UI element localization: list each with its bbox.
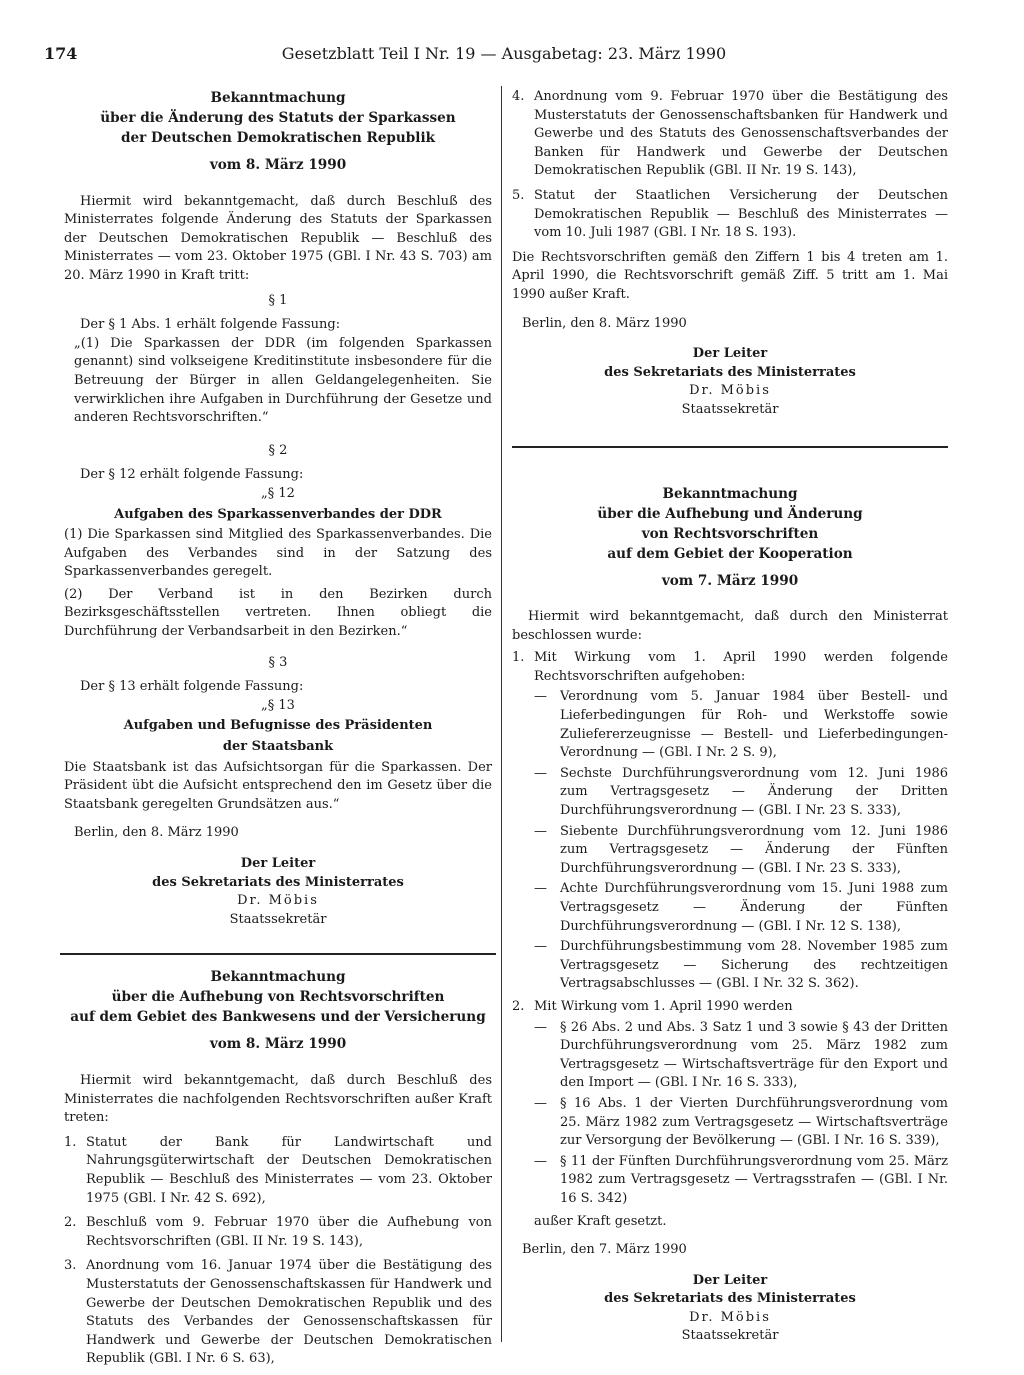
dash-list-item — [534, 1019, 948, 1093]
notice-intro: Hiermit wird bekanntgemacht, daß durch Beschluß des Ministerrates folgende Änderung des Statuts der Sparkassen der Deutschen Demokratischen Republik — Beschluß des Ministerrates — vom 23. Oktober 1975 (GBl. I Nr. 43 S. 703) am 20. März 1990 in Kraft tritt: — [64, 193, 492, 283]
notice-sparkassen — [64, 88, 492, 929]
list-item — [512, 649, 948, 686]
notice-date: vom 7. März 1990 — [661, 572, 799, 589]
dash-list-item — [534, 1095, 948, 1151]
quoted-paragraph-number: „§ 12 — [261, 485, 295, 501]
dash-bullet: — — [534, 823, 547, 839]
dash-bullet: — — [534, 1095, 547, 1111]
place-date: Berlin, den 8. März 1990 — [522, 315, 687, 331]
list-item-text: Mit Wirkung vom 1. April 1990 werden folgende Rechtsvorschriften aufgehoben: — [534, 650, 948, 684]
notice-title-line: Bekanntmachung — [210, 90, 346, 106]
list-item-number: 2. — [64, 1215, 77, 1231]
notice-title-line: von Rechtsvorschriften — [641, 525, 819, 542]
quoted-subtitle: Aufgaben des Sparkassenverbandes der DDR — [114, 506, 442, 522]
dash-list-item — [534, 823, 948, 879]
quoted-paragraph: (2) Der Verband ist in den Bezirken durch Bezirksgeschäftsstellen vertreten. Ihnen obliegt die Durchführung der Verbandsarbeit in den Bezirken.“ — [64, 586, 492, 640]
section-intro: Der § 1 Abs. 1 erhält folgende Fassung: — [80, 317, 341, 333]
notice-title-line: Bekanntmachung — [210, 969, 346, 986]
list-item-text: Anordnung vom 9. Februar 1970 über die Bestätigung des Musterstatuts der Genossenschaftsbanken für Handwerk und Gewerbe und des Statuts des Genossenschaftsverbandes der Banken für Handwerk und Gewerbe der Deutschen Demokratischen Republik (GBl. II Nr. 19 S. 143), — [534, 89, 948, 179]
dash-list-item — [534, 765, 948, 821]
section-quote: „(1) Die Sparkassen der DDR (im folgenden Sparkassen genannt) sind volkseigene Kreditinstitute insbesondere für die Betreuung der Bürger in allen Geldangelegenheiten. Sie verwirklichen ihre Aufgaben in Durchführung der Gesetze und anderen Rechtsvorschriften.“ — [74, 335, 492, 426]
dash-bullet: — — [534, 1153, 547, 1169]
quoted-subtitle: der Staatsbank — [222, 739, 334, 755]
notice-title-line: über die Änderung des Statuts der Sparkassen — [100, 110, 456, 126]
list-closing: außer Kraft gesetzt. — [534, 1213, 667, 1229]
dash-item-text: § 11 der Fünften Durchführungsverordnung vom 25. März 1982 zum Vertragsgesetz — Vertragsstrafen — (GBl. I Nr. 16 S. 342) — [560, 1153, 948, 1206]
dash-list-item — [534, 688, 948, 762]
list-item — [64, 1257, 492, 1369]
dash-list — [534, 1019, 948, 1209]
dash-item-text: Verordnung vom 5. Januar 1984 über Bestell- und Lieferbedingungen für Roh- und Werkstoffe sowie Zuliefererzeugnisse — Bestell- und Lieferbedingungen-Verordnung — (GBl. I Nr. 2 S. 9), — [560, 689, 948, 761]
list-item-text: Mit Wirkung vom 1. April 1990 werden — [534, 998, 793, 1014]
notice-bankwesen — [64, 967, 492, 1369]
notice-title-line: der Deutschen Demokratischen Republik — [120, 130, 436, 146]
section-separator — [60, 953, 496, 955]
dash-item-text: Siebente Durchführungsverordnung vom 12. Juni 1986 zum Vertragsgesetz — Änderung der Fünften Durchführungsverordnung — (GBl. I Nr. 23 S. 333), — [560, 823, 948, 876]
column-divider — [501, 86, 502, 1342]
list-item-number: 4. — [512, 89, 525, 104]
right-column — [512, 88, 948, 1346]
page-header — [44, 44, 964, 68]
section-heading: § 3 — [268, 654, 288, 670]
signature-role: Staatssekretär — [681, 401, 779, 417]
dash-bullet: — — [534, 881, 547, 897]
dash-bullet: — — [534, 689, 547, 705]
list-item-number: 2. — [512, 998, 525, 1014]
dash-item-text: Durchführungsbestimmung vom 28. November 1985 zum Vertragsgesetz — Sicherung des rechtzeitigen Vertragsabschlusses — (GBl. I Nr. 32 S. 362). — [560, 939, 948, 992]
notice-date: vom 8. März 1990 — [209, 157, 347, 173]
quoted-paragraph: Die Staatsbank ist das Aufsichtsorgan für die Sparkassen. Der Präsident übt die Aufsicht entsprechend den im Gesetz über die Staatsbank geregelten Grundsätzen aus.“ — [64, 759, 492, 812]
signature-block — [512, 1272, 948, 1346]
list-item-number: 5. — [512, 187, 525, 203]
dash-list — [534, 688, 948, 994]
dash-bullet: — — [534, 939, 547, 955]
list-item — [512, 187, 948, 243]
dash-list-item — [534, 880, 948, 936]
signature-title: Der Leiter — [692, 1272, 768, 1288]
dash-item-text: § 16 Abs. 1 der Vierten Durchführungsverordnung vom 25. März 1982 zum Vertragsgesetz — Wirtschaftsverträge zur Versorgung der Bevölkerung — (GBl. I Nr. 16 S. 339), — [560, 1095, 948, 1149]
signature-role: Staatssekretär — [229, 911, 327, 927]
repeal-list-continued — [512, 88, 948, 243]
notice-title-line: Bekanntmachung — [662, 485, 798, 502]
signature-block — [512, 345, 948, 419]
notice-title-line: auf dem Gebiet der Kooperation — [607, 545, 853, 562]
dash-item-text: § 26 Abs. 2 und Abs. 3 Satz 1 und 3 sowie § 43 der Dritten Durchführungsverordnung vom 25. März 1982 zum Vertragsgesetz — Wirtschaftsverträge für den Export und den Import — (GBl. I Nr. 16 S. 333), — [560, 1019, 948, 1091]
place-date: Berlin, den 7. März 1990 — [522, 1242, 687, 1258]
signature-title: Der Leiter — [692, 346, 768, 362]
left-column — [64, 88, 492, 1375]
dash-list-item — [534, 1153, 948, 1209]
dash-list-item — [534, 938, 948, 994]
section-intro: Der § 13 erhält folgende Fassung: — [80, 679, 304, 695]
dash-item-text: Achte Durchführungsverordnung vom 15. Juni 1988 zum Vertragsgesetz — Änderung der Fünften Durchführungsverordnung — (GBl. I Nr. 12 S. 138), — [560, 881, 948, 934]
notice-kooperation — [512, 484, 948, 1347]
list-item-number: 1. — [512, 650, 525, 666]
list-item-text: Statut der Staatlichen Versicherung der Deutschen Demokratischen Republik — Beschluß des Ministerrates — vom 10. Juli 1987 (GBl. I Nr. 18 S. 193). — [534, 187, 948, 241]
list-item-text: Statut der Bank für Landwirtschaft und Nahrungsgüterwirtschaft der Deutschen Demokratischen Republik — Beschluß des Ministerrates — vom 23. Oktober 1975 (GBl. I Nr. 42 S. 692), — [86, 1134, 492, 1206]
signature-name: Dr. Möbis — [689, 383, 771, 399]
section-separator — [512, 446, 948, 448]
section-heading: § 2 — [268, 442, 288, 458]
list-item-text: Anordnung vom 16. Januar 1974 über die Bestätigung des Musterstatuts der Genossenschaftskassen für Handwerk und Gewerbe der Deutschen Demokratischen Republik und des Statuts des Verbandes der Genossenschaftskassen für Handwerk und Gewerbe der Deutschen Demokratischen Republik (GBl. I Nr. 6 S. 63), — [86, 1258, 492, 1367]
section-heading: § 1 — [268, 292, 288, 308]
signature-role: Staatssekretär — [681, 1328, 779, 1344]
quoted-subtitle: Aufgaben und Befugnisse des Präsidenten — [123, 718, 433, 734]
signature-title: Der Leiter — [240, 856, 316, 871]
signature-office: des Sekretariats des Ministerrates — [604, 1291, 856, 1307]
notice-bankwesen-continued — [512, 88, 948, 420]
list-item — [64, 1134, 492, 1208]
section-intro: Der § 12 erhält folgende Fassung: — [80, 467, 304, 483]
list-item-number: 3. — [64, 1258, 77, 1274]
signature-block — [64, 855, 492, 929]
running-title: Gesetzblatt Teil I Nr. 19 — Ausgabetag: 23. März 1990 — [281, 44, 727, 63]
list-item-number: 1. — [64, 1134, 77, 1150]
notice-title-line: auf dem Gebiet des Bankwesens und der Versicherung — [70, 1009, 486, 1026]
quoted-paragraph-number: „§ 13 — [261, 697, 295, 713]
list-item — [512, 998, 948, 1017]
page-number: 174 — [44, 44, 78, 63]
list-item — [64, 1214, 492, 1251]
notice-title-line: über die Aufhebung von Rechtsvorschriften — [111, 989, 445, 1006]
place-date: Berlin, den 8. März 1990 — [74, 825, 239, 841]
closing-paragraph: Die Rechtsvorschriften gemäß den Ziffern 1 bis 4 treten am 1. April 1990, die Rechtsvorschrift gemäß Ziff. 5 tritt am 1. Mai 1990 außer Kraft. — [512, 249, 948, 302]
notice-date: vom 8. März 1990 — [209, 1036, 347, 1053]
notice-intro: Hiermit wird bekanntgemacht, daß durch Beschluß des Ministerrates die nachfolgenden Rechtsvorschriften außer Kraft treten: — [64, 1072, 492, 1126]
list-item — [512, 88, 948, 181]
dash-item-text: Sechste Durchführungsverordnung vom 12. Juni 1986 zum Vertragsgesetz — Änderung der Dritten Durchführungsverordnung — (GBl. I Nr. 23 S. 333), — [560, 765, 948, 819]
signature-name: Dr. Möbis — [689, 1309, 771, 1325]
signature-name: Dr. Möbis — [237, 893, 319, 909]
repeal-list — [64, 1134, 492, 1369]
quoted-paragraph: (1) Die Sparkassen sind Mitglied des Sparkassenverbandes. Die Aufgaben des Verbandes sind in der Satzung des Sparkassenverbandes geregelt. — [64, 527, 492, 580]
list-item-text: Beschluß vom 9. Februar 1970 über die Aufhebung von Rechtsvorschriften (GBl. II Nr. 19 S. 143), — [86, 1215, 492, 1249]
dash-bullet: — — [534, 1019, 547, 1035]
notice-title-line: über die Aufhebung und Änderung — [597, 505, 863, 522]
notice-intro: Hiermit wird bekanntgemacht, daß durch den Ministerrat beschlossen wurde: — [512, 609, 948, 643]
signature-office: des Sekretariats des Ministerrates — [604, 364, 856, 380]
signature-office: des Sekretariats des Ministerrates — [152, 874, 404, 890]
dash-bullet: — — [534, 765, 547, 781]
